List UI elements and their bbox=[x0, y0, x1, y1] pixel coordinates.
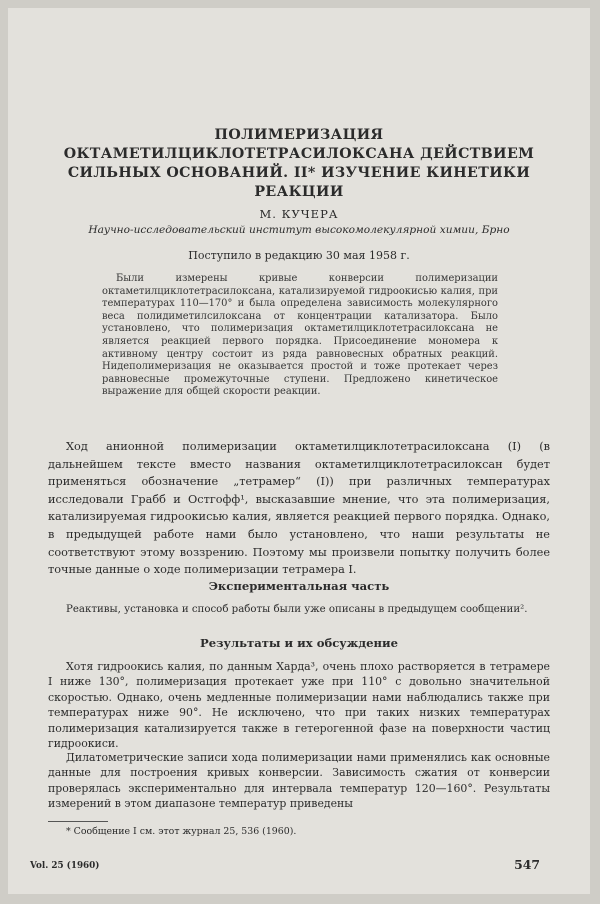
author-affiliation: Научно-исследовательский институт высокомолекулярной химии, Брно bbox=[88, 224, 510, 236]
article-title: ПОЛИМЕРИЗАЦИЯ ОКТАМЕТИЛЦИКЛОТЕТРАСИЛОКСАНА ДЕЙСТВИЕМ СИЛЬНЫХ ОСНОВАНИЙ. II* ИЗУЧЕНИЕ КИНЕТИКИ РЕАКЦИИ bbox=[63, 127, 535, 200]
abstract: Были измерены кривые конверсии полимеризации октаметилциклотетрасилоксана, катализируемой гидроокисью калия, при температурах 110—170° и была определена зависимость молекулярного веса полидиметилсилоксана от концентрации катализатора. Было установлено, что полимеризация октаметилциклотетрасилоксана не является реакцией первого порядка. Присоединение мономера к активному центру состоит из ряда равновесных обратных реакций. Нидеполимеризация не оказывается простой и тоже протекает через равновесные промежуточные ступени. Предложено кинетическое выражение для общей скорости реакции. bbox=[102, 273, 498, 398]
intro-paragraph: Ход анионной полимеризации октаметилциклотетрасилоксана (I) (в дальнейшем тексте вместо названия октаметилциклотетрасилоксан будет применяться обозначение „тетрамер“ (I)) при различных температурах исследовали Грабб и Остгофф¹, высказавшие мнение, что эта полимеризация, катализируемая гидроокисью калия, является реакцией первого порядка. Однако, в предыдущей работе нами было установлено, что наши результаты не соответствуют этому воззрению. Поэтому мы произвели попытку получить более точные данные о ходе полимеризации тетрамера I. bbox=[48, 440, 550, 577]
section-heading-results: Результаты и их обсуждение bbox=[200, 636, 398, 650]
results-paragraph-2: Дилатометрические записи хода полимеризации нами применялись как основные данные для построения кривых конверсии. Зависимость сжатия от конверсии проверялась экспериментально для интервала температур 120—160°. Результаты измерений в этом диапазоне температур приведены bbox=[48, 751, 550, 811]
results-paragraph-1: Хотя гидроокись калия, по данным Харда³, очень плохо растворяется в тетрамере I ниже 130°, полимеризация протекает уже при 110° с довольно значительной скоростью. Однако, очень медленные полимеризации нами наблюдались также при температурах ниже 90°. Не исключено, что при таких низких температурах полимеризация катализируется также в гетерогенной фазе на поверхности частиц гидроокиси. bbox=[48, 660, 550, 751]
experimental-paragraph: Реактивы, установка и способ работы были уже описаны в предыдущем сообщении². bbox=[66, 604, 528, 615]
section-heading-experimental: Экспериментальная часть bbox=[208, 579, 390, 593]
journal-reference: Vol. 25 (1960) bbox=[30, 861, 100, 871]
footnote: * Сообщение I см. этот журнал 25, 536 (1960). bbox=[66, 826, 297, 837]
footnote-rule bbox=[48, 821, 108, 822]
received-date: Поступило в редакцию 30 мая 1958 г. bbox=[188, 249, 410, 262]
author-name: М. КУЧЕРА bbox=[259, 207, 339, 221]
document-page bbox=[8, 8, 590, 894]
page-number: 547 bbox=[514, 857, 540, 872]
